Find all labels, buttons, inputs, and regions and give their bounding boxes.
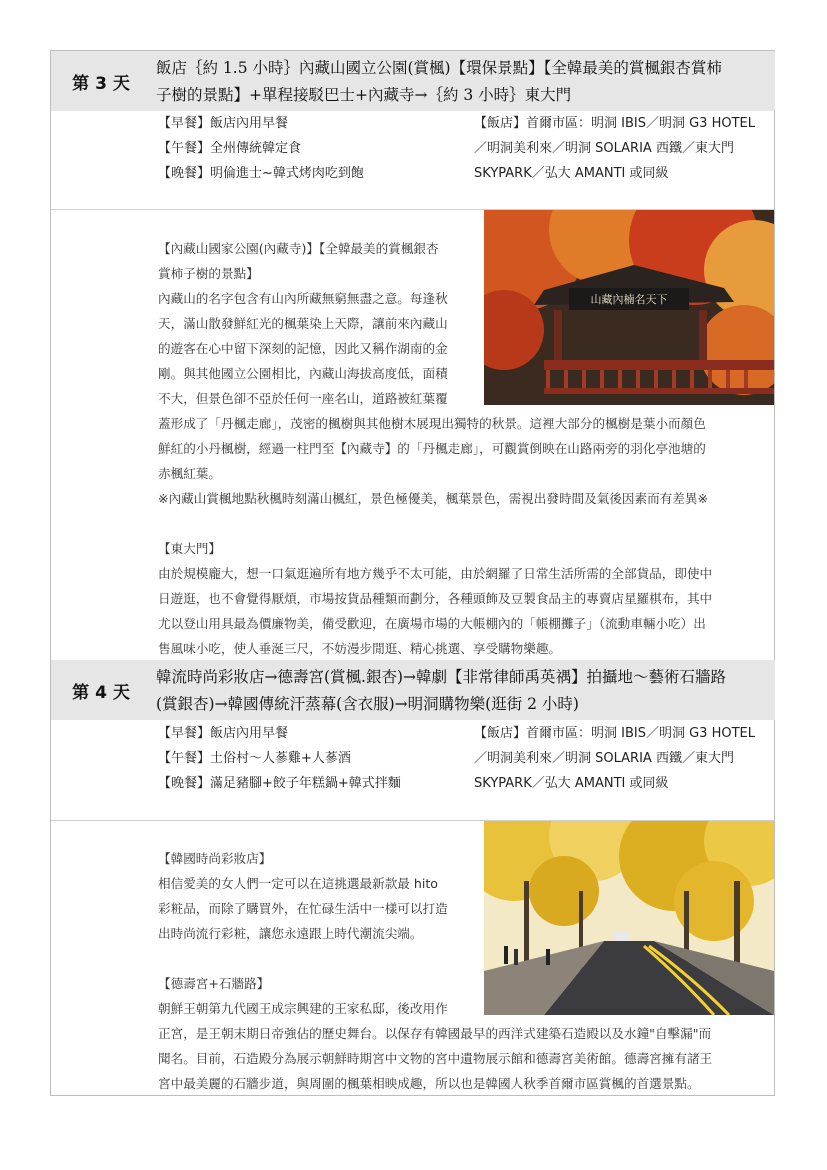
deoksugung-section [158, 971, 476, 1021]
breakfast-line: 【早餐】飯店內用早餐 [158, 726, 289, 741]
deoksugung-text-line: 朝鮮王朝第九代國王成宗興建的王家私邸，後改用作 [158, 1001, 448, 1016]
dongdaemun-section [158, 536, 770, 661]
breakfast-line: 【早餐】飯店內用早餐 [158, 116, 289, 131]
deoksugung-continued [158, 1021, 770, 1096]
day4-meals [158, 721, 401, 796]
cosmetics-section [158, 846, 476, 946]
day4-title-line: (賞銀杏)→韓國傳統汗蒸幕(含衣服)→明洞購物樂(逛街 2 小時) [156, 695, 579, 713]
temple-sign-text: 山藏內楠名天下 [590, 293, 668, 306]
deoksugung-text-line: 宮中最美麗的石牆步道，與周圍的楓葉相映成趣，所以也是韓國人秋季首爾市區賞楓的首選景點。 [158, 1076, 700, 1091]
dongdaemun-text-line: 售風味小吃，使人垂涎三尺，不妨漫步閒逛、精心挑選、享受購物樂趣。 [158, 641, 561, 656]
day3-title [156, 55, 768, 109]
day4-header [51, 660, 775, 720]
dongdaemun-text-line: 尤以登山用具最為價廉物美，備受歡迎，在廣場市場的大帳棚內的「帳棚攤子」（流動車輛小吃）出 [158, 616, 706, 631]
dongdaemun-heading: 【東大門】 [158, 541, 221, 556]
naejangsan-text-line: 賞柿子樹的景點】 [158, 266, 259, 281]
naejangsan-text-line: 鮮紅的小丹楓樹，經過一柱門至【內藏寺】的「丹楓走廊」，可觀賞倒映在山路兩旁的羽化亭池塘的 [158, 441, 706, 456]
day4-title-line: 韓流時尚彩妝店→德壽宮(賞楓.銀杏)→韓劇【非常律師禹英禑】拍攝地～藝術石牆路 [156, 668, 726, 686]
cosmetics-text-line: 相信愛美的女人們一定可以在這挑選最新款最 hito [158, 876, 439, 891]
naejangsan-continued [158, 411, 770, 511]
day4-label: 第 4 天 [72, 682, 130, 703]
lunch-line: 【午餐】土俗村～人蔘雞+人蔘酒 [158, 751, 351, 766]
naejangsan-text-line: 天，滿山散發鮮紅光的楓葉染上天際，讓前來內藏山 [158, 316, 448, 331]
hotel-line: SKYPARK／弘大 AMANTI 或同級 [474, 776, 669, 791]
deoksugung-text-line: 正宮，是王朝末期日帝強佔的歷史舞台。以保存有韓國最早的西洋式建築石造殿以及水鐘"自擊漏"而 [158, 1026, 712, 1041]
naejangsan-note: ※內藏山賞楓地點秋楓時刻滿山楓紅，景色極優美，楓葉景色，需視出發時間及氣後因素而有差異※ [158, 491, 709, 506]
dongdaemun-text-line: 由於規模龐大，想一口氣逛遍所有地方幾乎不太可能，由於網羅了日常生活所需的全部貨品，即使中 [158, 566, 713, 581]
hotel-line: ／明洞美利來／明洞 SOLARIA 西鐵／東大門 [474, 751, 734, 766]
naejangsan-section [158, 236, 476, 411]
hotel-line: ／明洞美利來／明洞 SOLARIA 西鐵／東大門 [474, 141, 734, 156]
day3-meals [158, 111, 364, 186]
naejangsan-text-line: 蓋形成了「丹楓走廊」，茂密的楓樹與其他樹木展現出獨特的秋景。這裡大部分的楓樹是葉小而顏色 [158, 416, 706, 431]
dongdaemun-text-line: 日遊逛，也不會覺得厭煩，市場按貨品種類而劃分，各種頭飾及豆製食品主的專賣店星羅棋布，其中 [158, 591, 713, 606]
deoksugung-heading: 【德壽宮+石牆路】 [158, 976, 270, 991]
naejangsan-photo [484, 210, 774, 405]
day3-title-line: 子樹的景點】+單程接駁巴士+內藏寺→｛約 3 小時｝東大門 [156, 86, 572, 104]
day3-hotel [474, 111, 774, 186]
dinner-line: 【晚餐】滿足豬腳+餃子年糕鍋+韓式拌麵 [158, 776, 401, 791]
cosmetics-text-line: 出時尚流行彩粧，讓您永遠跟上時代潮流尖端。 [158, 926, 423, 941]
cosmetics-text-line: 彩粧品，而除了購買外，在忙碌生活中一樣可以打造 [158, 901, 448, 916]
day4-title [156, 664, 768, 718]
naejangsan-text-line: 不大，但景色卻不亞於任何一座名山，道路被紅葉覆 [158, 391, 448, 406]
hotel-line: 【飯店】首爾市區：明洞 IBIS／明洞 G3 HOTEL [474, 116, 755, 131]
day3-header [51, 51, 775, 111]
day3-label: 第 3 天 [72, 73, 130, 94]
deoksugung-text-line: 聞名。目前，石造殿分為展示朝鮮時期宮中文物的宮中遺物展示館和德壽宮美術館。德壽宮擁有諸王 [158, 1051, 713, 1066]
dinner-line: 【晚餐】明倫進士~韓式烤肉吃到飽 [158, 166, 364, 181]
naejangsan-text-line: 剛。與其他國立公園相比，內藏山海拔高度低，面積 [158, 366, 448, 381]
naejangsan-text-line: 赤楓紅葉。 [158, 466, 221, 481]
hotel-line: SKYPARK／弘大 AMANTI 或同級 [474, 166, 669, 181]
day3-title-line: 飯店｛約 1.5 小時｝內藏山國立公園(賞楓)【環保景點】【全韓最美的賞楓銀杏賞柿 [156, 59, 722, 77]
day4-hotel [474, 721, 774, 796]
cosmetics-heading: 【韓國時尚彩妝店】 [158, 851, 272, 866]
naejangsan-text-line: 的遊客在心中留下深刻的記憶，因此又稱作湖南的金 [158, 341, 448, 356]
naejangsan-text-line: 內藏山的名字包含有山內所藏無窮無盡之意。每逢秋 [158, 291, 448, 306]
hotel-line: 【飯店】首爾市區：明洞 IBIS／明洞 G3 HOTEL [474, 726, 755, 741]
deoksugung-stonewall-photo [484, 821, 774, 1015]
lunch-line: 【午餐】全州傳統韓定食 [158, 141, 302, 156]
naejangsan-heading: 【內藏山國家公園(內藏寺)】【全韓最美的賞楓銀杏 [158, 241, 439, 256]
